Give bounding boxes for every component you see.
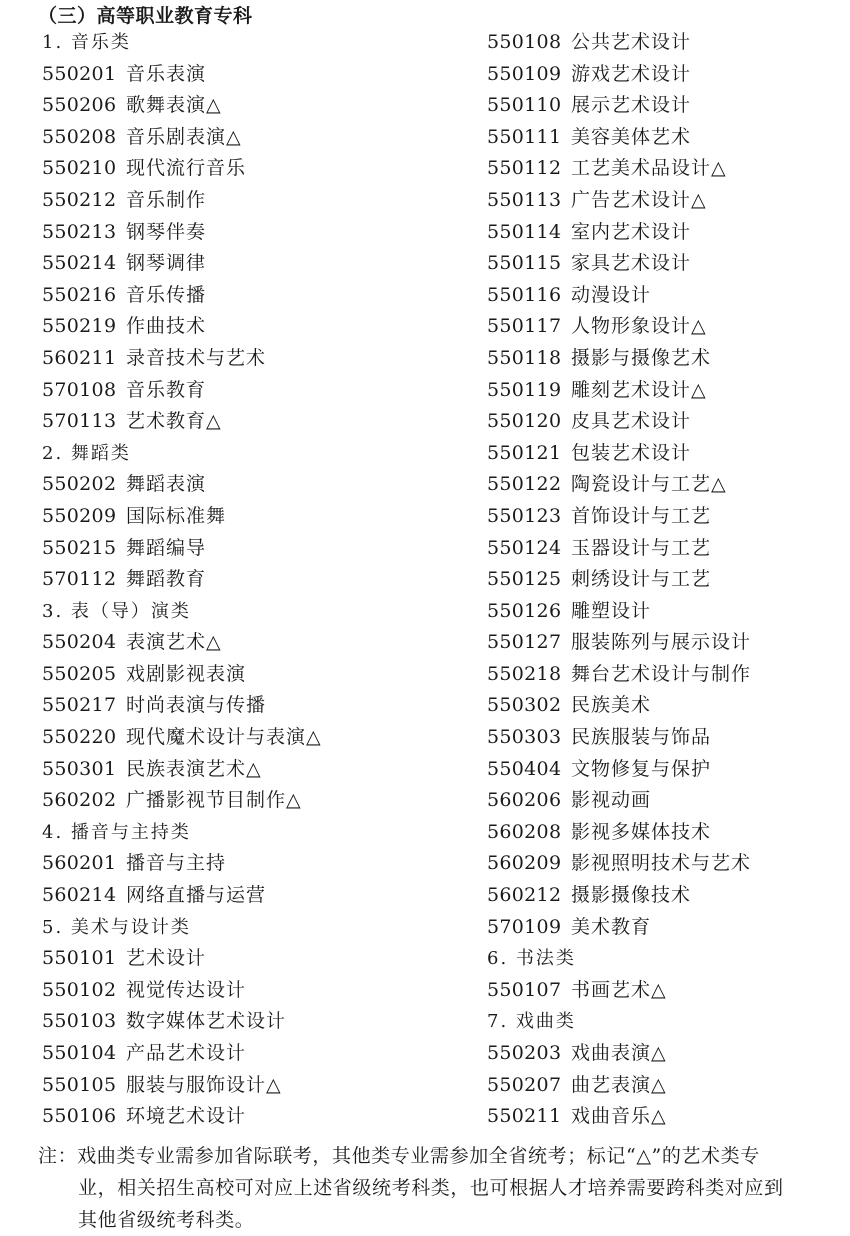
major-name: 包装艺术设计 bbox=[571, 441, 692, 464]
major-item bbox=[42, 785, 442, 817]
major-code: 550404 bbox=[487, 757, 562, 780]
major-name: 影视照明技术与艺术 bbox=[571, 852, 752, 875]
major-name: 产品艺术设计 bbox=[126, 1042, 247, 1064]
category-heading: 3. 表（导）演类 bbox=[42, 600, 191, 622]
major-item bbox=[42, 848, 442, 880]
category-heading: 1. 音乐类 bbox=[42, 32, 131, 53]
major-item bbox=[42, 975, 442, 1007]
major-name: 家具艺术设计 bbox=[571, 252, 692, 275]
major-name: 舞蹈教育 bbox=[126, 568, 207, 591]
major-code: 550301 bbox=[42, 757, 117, 780]
right-column bbox=[487, 27, 850, 1133]
major-item bbox=[487, 1101, 850, 1133]
major-code: 550106 bbox=[42, 1105, 117, 1128]
major-name: 皮具艺术设计 bbox=[571, 410, 692, 433]
major-item bbox=[487, 375, 850, 407]
major-code: 550209 bbox=[42, 504, 117, 527]
major-item bbox=[42, 248, 442, 280]
major-name: 作曲技术 bbox=[126, 315, 207, 338]
major-name: 美术教育 bbox=[571, 915, 652, 938]
major-item bbox=[42, 217, 442, 249]
major-item bbox=[487, 754, 850, 786]
major-code: 550118 bbox=[487, 346, 562, 369]
major-name: 表演艺术△ bbox=[126, 631, 222, 654]
major-item bbox=[42, 722, 442, 754]
major-code: 550219 bbox=[42, 315, 117, 338]
major-name: 首饰设计与工艺 bbox=[571, 504, 712, 527]
major-item bbox=[42, 880, 442, 912]
major-item bbox=[487, 722, 850, 754]
major-item bbox=[42, 90, 442, 122]
major-item bbox=[487, 122, 850, 154]
major-item bbox=[42, 533, 442, 565]
major-code: 550103 bbox=[42, 1010, 117, 1033]
major-item bbox=[487, 343, 850, 375]
major-code: 550104 bbox=[42, 1042, 117, 1064]
major-item bbox=[487, 912, 850, 944]
major-code: 550101 bbox=[42, 947, 117, 970]
major-item bbox=[42, 501, 442, 533]
major-name: 服装陈列与展示设计 bbox=[571, 631, 752, 654]
major-name: 现代流行音乐 bbox=[126, 157, 247, 180]
major-code: 550116 bbox=[487, 283, 562, 306]
major-item bbox=[487, 564, 850, 596]
major-item bbox=[487, 59, 850, 91]
major-code: 550208 bbox=[42, 125, 117, 148]
major-name: 音乐表演 bbox=[126, 62, 207, 85]
major-name: 公共艺术设计 bbox=[571, 31, 692, 53]
major-code: 550125 bbox=[487, 568, 562, 591]
major-item bbox=[42, 122, 442, 154]
major-name: 戏曲表演△ bbox=[571, 1042, 667, 1064]
major-item bbox=[42, 280, 442, 312]
major-code: 550204 bbox=[42, 631, 117, 654]
major-code: 550112 bbox=[487, 157, 562, 180]
major-name: 环境艺术设计 bbox=[126, 1105, 247, 1128]
major-name: 人物形象设计△ bbox=[571, 315, 707, 338]
major-code: 560206 bbox=[487, 789, 562, 812]
major-name: 现代魔术设计与表演△ bbox=[126, 726, 322, 749]
major-name: 刺绣设计与工艺 bbox=[571, 568, 712, 591]
major-name: 艺术设计 bbox=[126, 947, 207, 970]
major-code: 550114 bbox=[487, 220, 562, 243]
major-code: 550210 bbox=[42, 157, 117, 180]
major-code: 560212 bbox=[487, 884, 562, 907]
major-name: 玉器设计与工艺 bbox=[571, 536, 712, 559]
major-item bbox=[487, 311, 850, 343]
major-code: 550122 bbox=[487, 473, 562, 496]
major-item bbox=[487, 659, 850, 691]
major-name: 音乐制作 bbox=[126, 188, 207, 211]
major-name: 戏剧影视表演 bbox=[126, 662, 247, 685]
major-item bbox=[42, 185, 442, 217]
footnote-line-2: 业，相关招生高校可对应上述省级统考科类，也可根据人才培养需要跨科类对应到 bbox=[78, 1177, 784, 1199]
major-item bbox=[42, 153, 442, 185]
major-item bbox=[42, 375, 442, 407]
major-code: 550124 bbox=[487, 536, 562, 559]
section-heading: （三）高等职业教育专科 bbox=[38, 5, 253, 27]
major-code: 550302 bbox=[487, 694, 562, 717]
major-name: 舞蹈表演 bbox=[126, 473, 207, 496]
major-code: 550217 bbox=[42, 694, 117, 717]
major-name: 广播影视节目制作△ bbox=[126, 789, 302, 812]
major-item bbox=[42, 59, 442, 91]
major-code: 550120 bbox=[487, 410, 562, 433]
major-code: 570113 bbox=[42, 410, 117, 433]
major-name: 国际标准舞 bbox=[126, 504, 227, 527]
major-item bbox=[42, 627, 442, 659]
major-item bbox=[487, 627, 850, 659]
major-code: 560209 bbox=[487, 852, 562, 875]
major-name: 影视多媒体技术 bbox=[571, 820, 712, 843]
footnote bbox=[38, 1140, 828, 1236]
major-code: 550201 bbox=[42, 62, 117, 85]
major-item bbox=[487, 1038, 850, 1070]
major-name: 影视动画 bbox=[571, 789, 652, 812]
major-item bbox=[487, 880, 850, 912]
major-name: 录音技术与艺术 bbox=[126, 346, 267, 369]
major-name: 时尚表演与传播 bbox=[126, 694, 267, 717]
major-name: 陶瓷设计与工艺△ bbox=[571, 473, 727, 496]
major-name: 民族服装与饰品 bbox=[571, 726, 712, 749]
major-name: 广告艺术设计△ bbox=[571, 188, 707, 211]
major-item bbox=[487, 27, 850, 59]
major-code: 550207 bbox=[487, 1073, 562, 1096]
major-code: 550212 bbox=[42, 188, 117, 211]
major-name: 摄影摄像技术 bbox=[571, 884, 692, 907]
major-code: 560214 bbox=[42, 884, 117, 907]
major-name: 播音与主持 bbox=[126, 852, 227, 875]
major-code: 550213 bbox=[42, 220, 117, 243]
major-code: 550117 bbox=[487, 315, 562, 338]
major-item bbox=[487, 469, 850, 501]
major-name: 游戏艺术设计 bbox=[571, 62, 692, 85]
major-code: 550214 bbox=[42, 252, 117, 275]
major-code: 560208 bbox=[487, 820, 562, 843]
major-item bbox=[487, 280, 850, 312]
footnote-line-1: 注：戏曲类专业需参加省际联考，其他类专业需参加全省统考；标记“△”的艺术类专 bbox=[38, 1145, 760, 1167]
major-code: 550127 bbox=[487, 631, 562, 654]
major-code: 550203 bbox=[487, 1042, 562, 1064]
major-code: 570108 bbox=[42, 378, 117, 401]
major-item bbox=[42, 311, 442, 343]
major-code: 550119 bbox=[487, 378, 562, 401]
major-item bbox=[487, 1070, 850, 1102]
major-item bbox=[42, 1101, 442, 1133]
major-name: 戏曲音乐△ bbox=[571, 1105, 667, 1128]
major-item bbox=[487, 153, 850, 185]
major-name: 工艺美术品设计△ bbox=[571, 157, 727, 180]
major-item bbox=[487, 438, 850, 470]
major-code: 550105 bbox=[42, 1073, 117, 1096]
major-code: 550102 bbox=[42, 978, 117, 1001]
major-item bbox=[42, 564, 442, 596]
major-name: 网络直播与运营 bbox=[126, 884, 267, 907]
major-code: 550110 bbox=[487, 94, 562, 117]
major-name: 数字媒体艺术设计 bbox=[126, 1010, 287, 1033]
major-item bbox=[487, 596, 850, 628]
major-code: 570112 bbox=[42, 568, 117, 591]
major-name: 民族表演艺术△ bbox=[126, 757, 262, 780]
major-name: 服装与服饰设计△ bbox=[126, 1073, 282, 1096]
major-code: 550113 bbox=[487, 188, 562, 211]
major-name: 音乐教育 bbox=[126, 378, 207, 401]
major-item bbox=[487, 848, 850, 880]
major-item bbox=[487, 975, 850, 1007]
category-heading: 5. 美术与设计类 bbox=[42, 916, 191, 938]
footnote-line-3: 其他省级统考科类。 bbox=[78, 1209, 255, 1231]
major-code: 550216 bbox=[42, 283, 117, 306]
major-item bbox=[42, 343, 442, 375]
major-item bbox=[42, 659, 442, 691]
major-name: 视觉传达设计 bbox=[126, 978, 247, 1001]
major-name: 展示艺术设计 bbox=[571, 94, 692, 117]
major-item bbox=[487, 785, 850, 817]
major-name: 动漫设计 bbox=[571, 283, 652, 306]
major-item bbox=[487, 217, 850, 249]
major-item bbox=[42, 469, 442, 501]
category-heading: 4. 播音与主持类 bbox=[42, 821, 191, 843]
major-name: 舞台艺术设计与制作 bbox=[571, 662, 752, 685]
major-name: 雕塑设计 bbox=[571, 599, 652, 622]
major-name: 美容美体艺术 bbox=[571, 125, 692, 148]
major-name: 室内艺术设计 bbox=[571, 220, 692, 243]
major-code: 560211 bbox=[42, 346, 117, 369]
major-item bbox=[42, 690, 442, 722]
major-code: 550215 bbox=[42, 536, 117, 559]
major-item bbox=[487, 817, 850, 849]
major-item bbox=[42, 406, 442, 438]
category-heading: 6. 书法类 bbox=[487, 948, 576, 970]
major-code: 550121 bbox=[487, 441, 562, 464]
major-name: 文物修复与保护 bbox=[571, 757, 712, 780]
major-name: 曲艺表演△ bbox=[571, 1073, 667, 1096]
major-name: 舞蹈编导 bbox=[126, 536, 207, 559]
major-name: 钢琴伴奏 bbox=[126, 220, 207, 243]
category-heading: 7. 戏曲类 bbox=[487, 1011, 576, 1033]
major-code: 550108 bbox=[487, 31, 562, 53]
major-name: 摄影与摄像艺术 bbox=[571, 346, 712, 369]
major-code: 550115 bbox=[487, 252, 562, 275]
category-heading: 2. 舞蹈类 bbox=[42, 442, 131, 464]
major-item bbox=[42, 1070, 442, 1102]
major-code: 570109 bbox=[487, 915, 562, 938]
major-item bbox=[487, 406, 850, 438]
major-code: 550218 bbox=[487, 662, 562, 685]
major-item bbox=[487, 185, 850, 217]
major-item bbox=[487, 533, 850, 565]
major-name: 民族美术 bbox=[571, 694, 652, 717]
major-code: 550205 bbox=[42, 662, 117, 685]
major-item bbox=[42, 943, 442, 975]
major-name: 书画艺术△ bbox=[571, 978, 667, 1001]
major-item bbox=[42, 754, 442, 786]
major-name: 钢琴调律 bbox=[126, 252, 207, 275]
major-item bbox=[487, 248, 850, 280]
major-code: 550126 bbox=[487, 599, 562, 622]
major-item bbox=[487, 501, 850, 533]
major-item bbox=[487, 690, 850, 722]
major-code: 550107 bbox=[487, 978, 562, 1001]
major-item bbox=[42, 1038, 442, 1070]
major-code: 550303 bbox=[487, 726, 562, 749]
major-name: 音乐传播 bbox=[126, 283, 207, 306]
left-column bbox=[42, 27, 442, 1133]
major-name: 音乐剧表演△ bbox=[126, 125, 242, 148]
major-code: 550202 bbox=[42, 473, 117, 496]
major-code: 550111 bbox=[487, 125, 562, 148]
major-code: 550211 bbox=[487, 1105, 562, 1128]
major-code: 550206 bbox=[42, 94, 117, 117]
major-code: 560201 bbox=[42, 852, 117, 875]
major-code: 550123 bbox=[487, 504, 562, 527]
major-code: 550220 bbox=[42, 726, 117, 749]
major-name: 雕刻艺术设计△ bbox=[571, 378, 707, 401]
major-name: 歌舞表演△ bbox=[126, 94, 222, 117]
major-item bbox=[42, 1006, 442, 1038]
major-code: 560202 bbox=[42, 789, 117, 812]
major-item bbox=[487, 90, 850, 122]
major-code: 550109 bbox=[487, 62, 562, 85]
major-name: 艺术教育△ bbox=[126, 410, 222, 433]
